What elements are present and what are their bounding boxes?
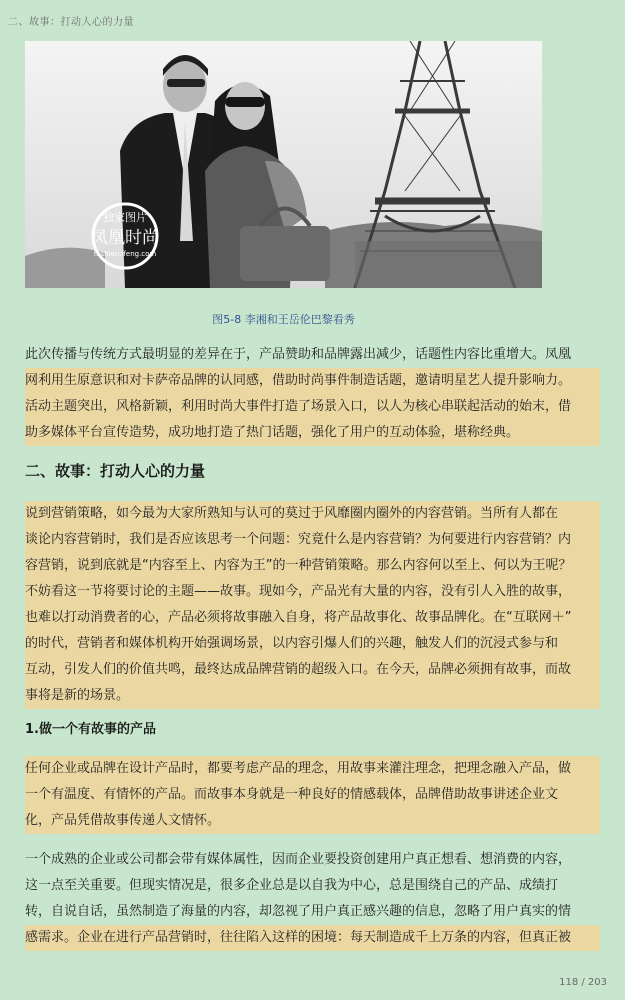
paragraph-1-line-3: 活动主题突出，风格新颖，利用时尚大事件打造了场景入口，以人为核心串联起活动的始末，借 (25, 394, 600, 420)
section-heading: 二、故事：打动人心的力量 (25, 462, 206, 480)
paragraph-2-line-3: 容营销，说到底就是“内容至上、内容为王”的一种营销策略。那么内容何以至上、何以为王呢？ (25, 553, 600, 579)
subheading: 1.做一个有故事的产品 (25, 722, 156, 737)
paragraph-4-line-2: 这一点至关重要。但现实情况是，很多企业总是以自我为中心，总是围绕自己的产品、成绩打 (25, 878, 559, 893)
paragraph-4-line-1: 一个成熟的企业或公司都会带有媒体属性，因而企业要投资创建用户真正想看、想消费的内容， (25, 852, 572, 867)
photo-figure (25, 41, 542, 288)
photo-illustration (25, 41, 542, 288)
paragraph-2-line-2: 谈论内容营销时，我们是否应该思考一个问题：究竟什么是内容营销？为何要进行内容营销？内 (25, 527, 600, 553)
paragraph-2-line-5: 也难以打动消费者的心，产品必须将故事融入自身，将产品故事化、故事品牌化。在“互联网＋” (25, 605, 600, 631)
page-number: 118 / 203 (559, 977, 607, 988)
paragraph-4-line-3: 转，自说自话，虽然制造了海量的内容，却忽视了用户真正感兴趣的信息，忽略了用户真实的情 (25, 904, 572, 919)
paragraph-2-line-6: 的时代，营销者和媒体机构开始强调场景，以内容引爆人们的兴趣，触发人们的沉浸式参与和 (25, 631, 600, 657)
figure-caption: 图5-8 李湘和王岳伦巴黎看秀 (212, 313, 355, 326)
paragraph-1-line-4: 助多媒体平台宣传造势，成功地打造了热门话题，强化了用户的互动体验，堪称经典。 (25, 420, 600, 446)
running-header: 二、故事：打动人心的力量 (8, 17, 134, 28)
paragraph-2-line-8: 事将是新的场景。 (25, 683, 600, 709)
svg-text:fashion.ifeng.com: fashion.ifeng.com (93, 250, 157, 258)
paragraph-2-line-7: 互动，引发人们的价值共鸣，最终达成品牌营销的超级入口。在今天，品牌必须拥有故事，而故 (25, 657, 600, 683)
paragraph-3-line-3: 化，产品凭借故事传递人文情怀。 (25, 808, 600, 834)
paragraph-2-line-1: 说到营销策略，如今最为大家所熟知与认可的莫过于风靡圈内圈外的内容营销。当所有人都在 (25, 501, 600, 527)
svg-text:独家图片: 独家图片 (103, 211, 147, 224)
paragraph-2-line-4: 不妨看这一节将要讨论的主题——故事。现如今，产品光有大量的内容，没有引人入胜的故事， (25, 579, 600, 605)
paragraph-4 (25, 847, 600, 951)
paragraph-1-line-2: 网利用生原意识和对卡萨帝品牌的认同感，借助时尚事件制造话题，邀请明星艺人提升影响力。 (25, 368, 600, 394)
paragraph-4-line-4: 感需求。企业在进行产品营销时，往往陷入这样的困境：每天制造成千上万条的内容，但真正被 (25, 925, 600, 951)
paragraph-1 (25, 342, 600, 446)
paragraph-1-line-1: 此次传播与传统方式最明显的差异在于，产品赞助和品牌露出减少，话题性内容比重增大。凤凰 (25, 347, 572, 362)
paragraph-3-line-2: 一个有温度、有情怀的产品。而故事本身就是一种良好的情感载体，品牌借助故事讲述企业文 (25, 782, 600, 808)
svg-text:凤凰时尚: 凤凰时尚 (91, 228, 159, 248)
paragraph-3-line-1: 任何企业或品牌在设计产品时，都要考虑产品的理念，用故事来灌注理念，把理念融入产品，做 (25, 756, 600, 782)
paragraph-2 (25, 501, 600, 709)
paragraph-3 (25, 756, 600, 834)
